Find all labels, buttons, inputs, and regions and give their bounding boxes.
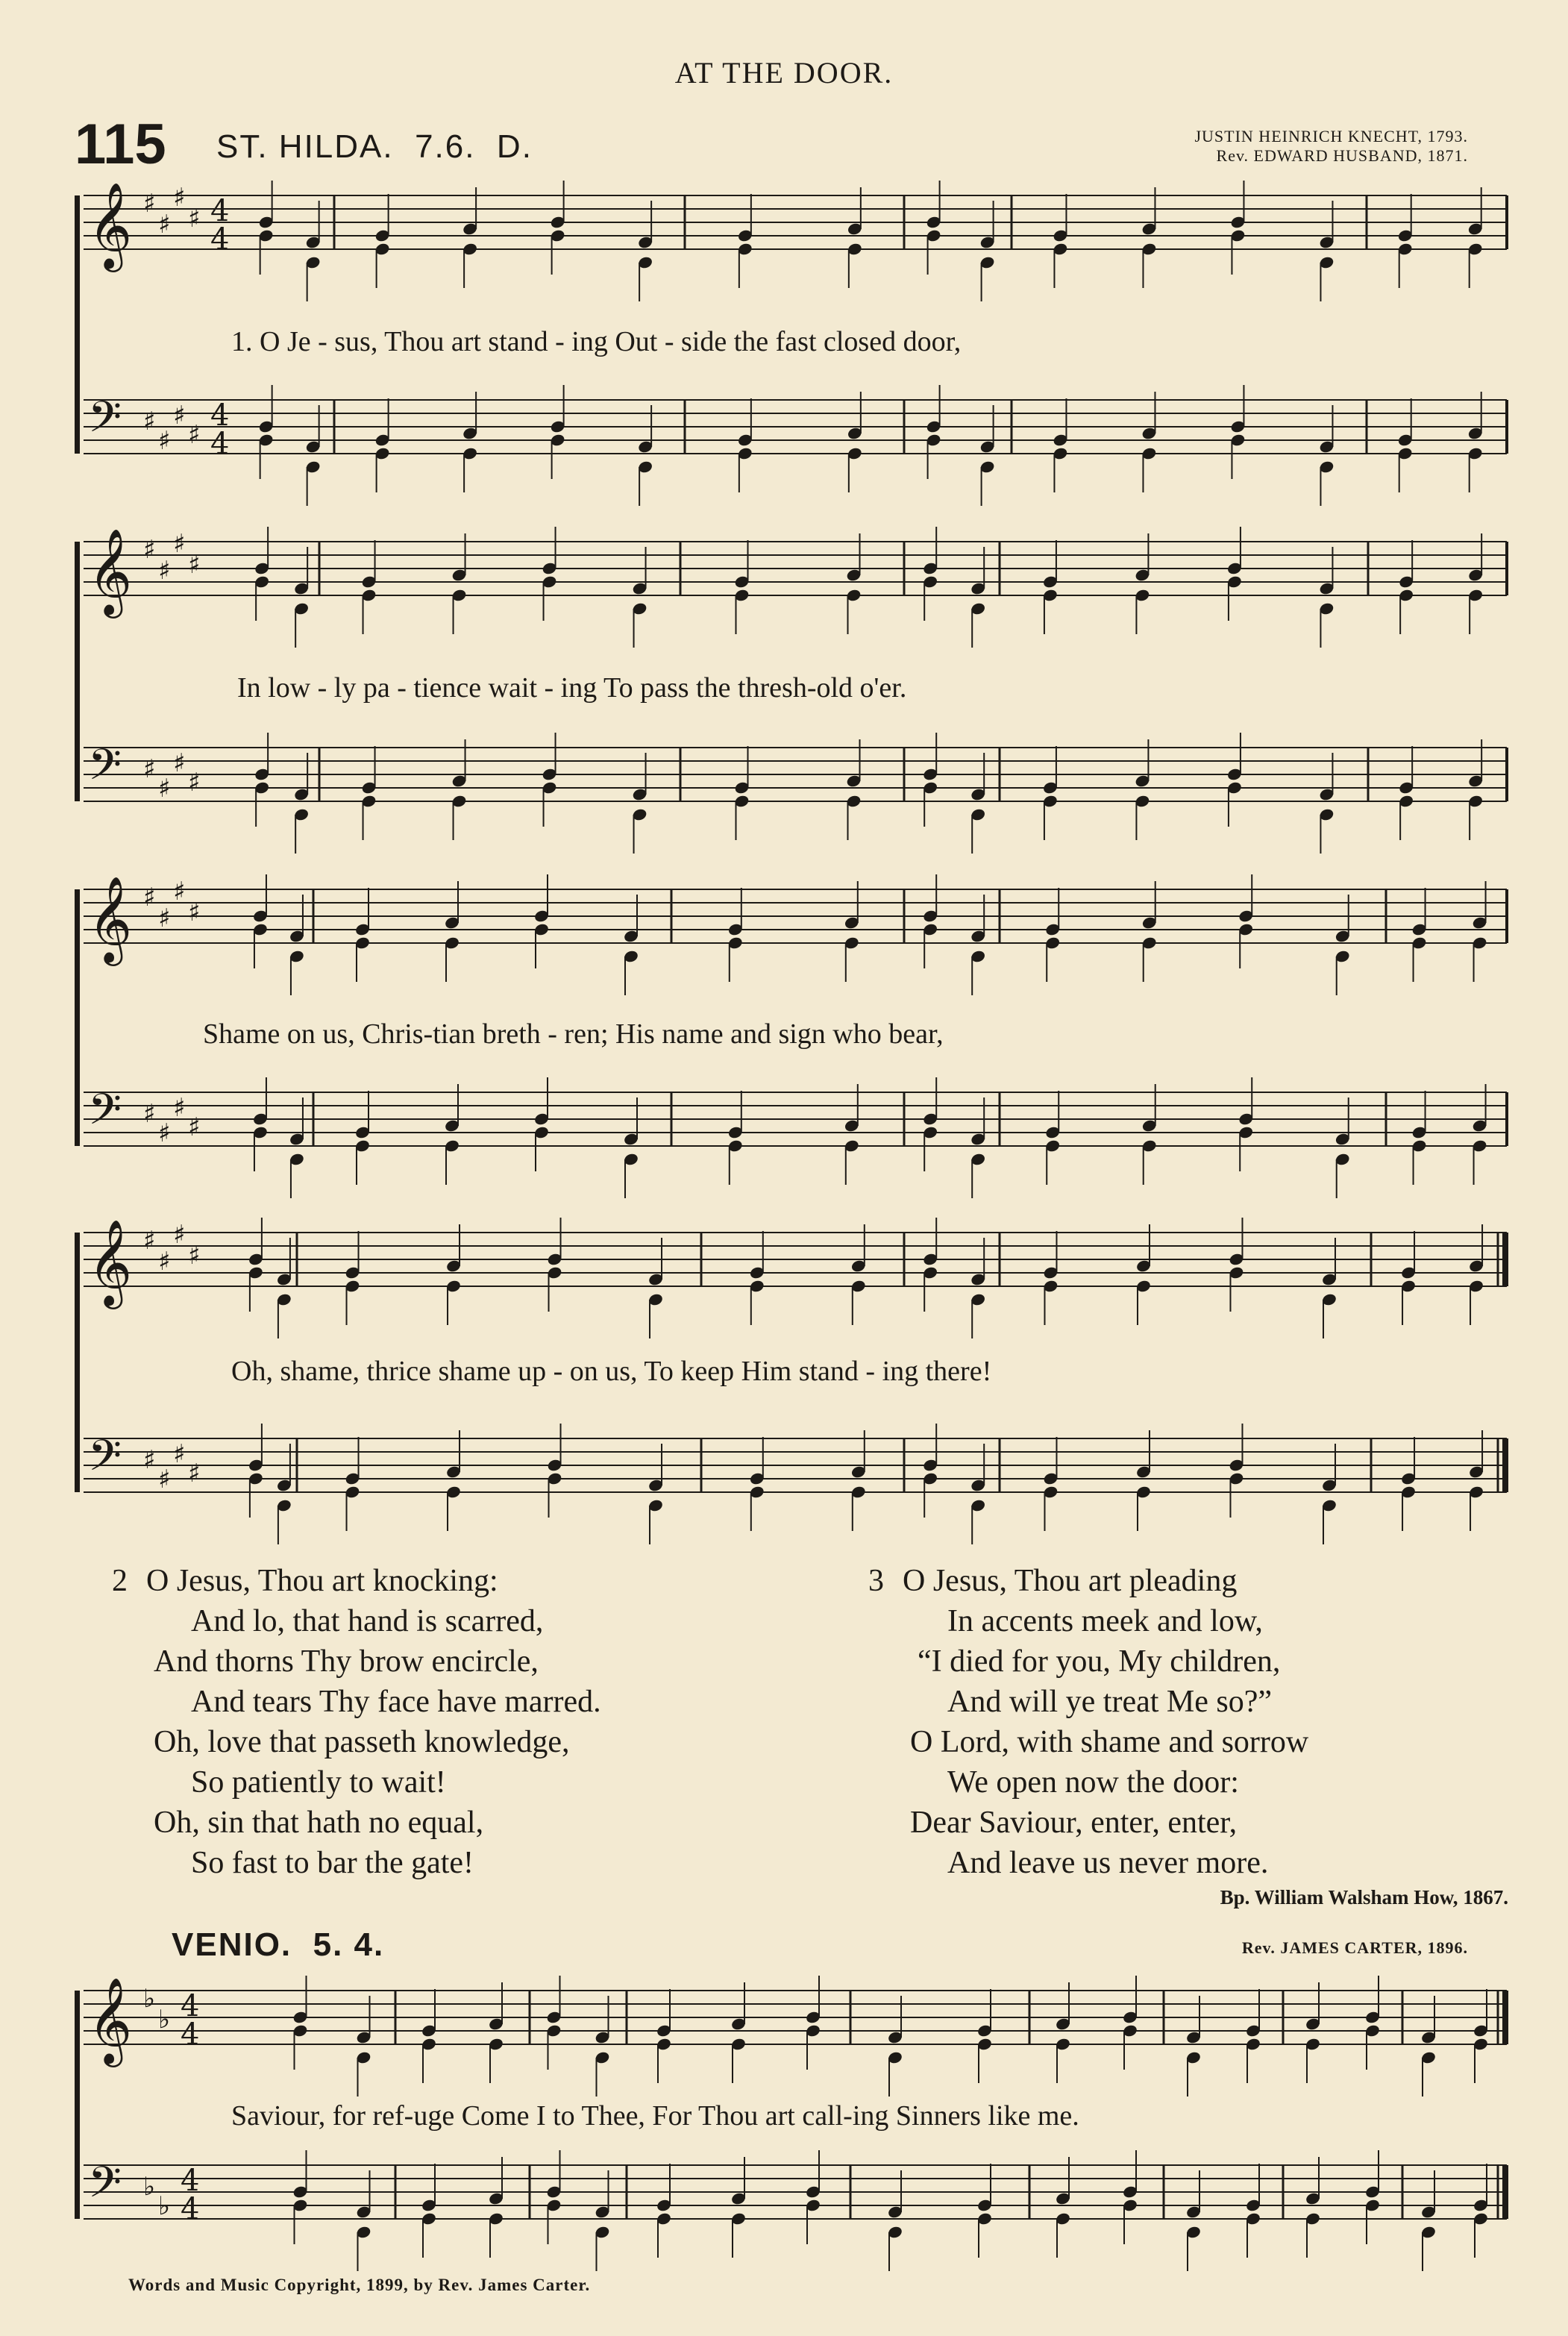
venio-title: VENIO.	[172, 1926, 292, 1963]
treble-clef: 𝄞	[88, 1976, 133, 2064]
sharp-sign: ♯	[158, 426, 171, 456]
system-brace	[75, 542, 80, 801]
running-head: AT THE DOOR.	[674, 56, 894, 90]
final-bar	[1502, 1233, 1508, 1286]
treble-clef: 𝄞	[88, 181, 133, 269]
system-brace	[75, 1991, 80, 2219]
verse-line: And thorns Thy brow encircle,	[154, 1644, 539, 1679]
sharp-sign: ♯	[143, 1099, 156, 1129]
venio-composer: Rev. JAMES CARTER, 1896.	[1241, 1938, 1468, 1957]
treble-clef: 𝄞	[88, 875, 133, 962]
sharp-sign: ♯	[143, 535, 156, 565]
sharp-sign: ♯	[143, 754, 156, 784]
sharp-sign: ♯	[158, 210, 171, 239]
time-denominator: 4	[210, 222, 230, 257]
lyric-line-1: 1. O Je - sus, Thou art stand - ing Out - side the fast closed door,	[231, 326, 962, 357]
tune-meter: 7.6.	[415, 128, 476, 165]
sharp-sign: ♯	[188, 1459, 201, 1488]
lyric-line-4: Oh, shame, thrice shame up - on us, To keep Him stand - ing there!	[231, 1356, 992, 1387]
flat-sign: ♭	[143, 2172, 156, 2202]
time-denominator: 4	[210, 427, 230, 461]
sharp-sign: ♯	[158, 1247, 171, 1277]
composer-credit: JUSTIN HEINRICH KNECHT, 1793.	[1194, 127, 1468, 145]
verse-line	[868, 1561, 1308, 1601]
tune-name: ST. HILDA.	[216, 128, 394, 165]
verse-line: “I died for you, My children,	[918, 1644, 1281, 1679]
system-brace	[75, 1233, 80, 1492]
sharp-sign: ♯	[173, 1093, 186, 1123]
verse-line: Oh, love that passeth knowledge,	[154, 1725, 570, 1759]
time-denominator: 4	[181, 2192, 200, 2226]
verse-line	[112, 1561, 601, 1601]
text-author: Bp. William Walsham How, 1867.	[1220, 1886, 1508, 1908]
system-brace	[75, 195, 80, 454]
sharp-sign: ♯	[158, 1118, 171, 1148]
verse-number: 2	[112, 1564, 128, 1598]
sharp-sign: ♯	[143, 1445, 156, 1475]
sharp-sign: ♯	[143, 1226, 156, 1256]
tune-meter-letter: D.	[496, 128, 533, 165]
verse-text: O Jesus, Thou art pleading	[903, 1564, 1238, 1598]
copyright-notice: Words and Music Copyright, 1899, by Rev. James Carter.	[128, 2276, 591, 2294]
sharp-sign: ♯	[158, 774, 171, 804]
venio-lyric-line: Saviour, for ref-uge Come I to Thee, For Thou art call-ing Sinners like me.	[231, 2100, 1079, 2132]
sharp-sign: ♯	[158, 556, 171, 586]
treble-clef: 𝄞	[88, 1218, 133, 1306]
sharp-sign: ♯	[188, 1112, 201, 1142]
bass-clef: 𝄢	[88, 392, 122, 453]
final-bar	[1502, 1438, 1508, 1492]
bass-clef: 𝄢	[88, 2157, 122, 2218]
verse-line: So patiently to wait!	[191, 1765, 446, 1800]
sharp-sign: ♯	[158, 1465, 171, 1494]
flat-sign: ♭	[158, 2005, 171, 2035]
bass-clef: 𝄢	[88, 1084, 122, 1145]
verse-3	[868, 1561, 1308, 1883]
time-numerator: 4	[210, 398, 230, 433]
bass-clef: 𝄢	[88, 1430, 122, 1491]
treble-clef: 𝄞	[88, 527, 133, 615]
flat-sign: ♭	[158, 2191, 171, 2221]
arranger-credit: Rev. EDWARD HUSBAND, 1871.	[1216, 146, 1468, 165]
sharp-sign: ♯	[143, 189, 156, 219]
verse-line: In accents meek and low,	[947, 1604, 1263, 1638]
lyric-line-2: In low - ly pa - tience wait - ing To pass the thresh-old o'er.	[237, 672, 907, 704]
verse-line: And leave us never more.	[947, 1846, 1269, 1880]
verse-line: O Lord, with shame and sorrow	[910, 1725, 1309, 1759]
time-denominator: 4	[181, 2017, 200, 2052]
verse-line: And will ye treat Me so?”	[947, 1685, 1273, 1719]
sharp-sign: ♯	[143, 883, 156, 912]
hymn-number: 115	[75, 113, 166, 176]
sharp-sign: ♯	[188, 898, 201, 927]
time-numerator: 4	[210, 194, 230, 228]
final-bar	[1502, 1991, 1508, 2044]
sharp-sign: ♯	[158, 904, 171, 933]
verse-line: Oh, sin that hath no equal,	[154, 1806, 484, 1840]
venio-meter: 5. 4.	[313, 1926, 385, 1963]
sharp-sign: ♯	[173, 401, 186, 430]
sharp-sign: ♯	[173, 1439, 186, 1469]
verse-2	[112, 1561, 601, 1883]
sharp-sign: ♯	[188, 204, 201, 234]
sharp-sign: ♯	[173, 877, 186, 906]
venio-heading	[172, 1926, 384, 1964]
verse-line: And tears Thy face have marred.	[191, 1685, 601, 1719]
sharp-sign: ♯	[143, 407, 156, 436]
verse-line: We open now the door:	[947, 1765, 1239, 1800]
flat-sign: ♭	[143, 1984, 156, 2014]
sharp-sign: ♯	[188, 1241, 201, 1271]
sharp-sign: ♯	[173, 748, 186, 778]
system-brace	[75, 889, 80, 1146]
lyric-line-3: Shame on us, Chris-tian breth - ren; His name and sign who bear,	[203, 1018, 944, 1050]
bass-clef: 𝄢	[88, 739, 122, 801]
verse-number: 3	[868, 1564, 884, 1598]
sharp-sign: ♯	[188, 550, 201, 580]
sharp-sign: ♯	[173, 1220, 186, 1250]
time-numerator: 4	[181, 1989, 200, 2023]
verse-line: And lo, that hand is scarred,	[191, 1604, 544, 1638]
verse-text: O Jesus, Thou art knocking:	[146, 1564, 498, 1598]
verse-line: Dear Saviour, enter, enter,	[910, 1806, 1238, 1840]
verse-line: So fast to bar the gate!	[191, 1846, 474, 1880]
sharp-sign: ♯	[188, 768, 201, 798]
sharp-sign: ♯	[188, 420, 201, 450]
sharp-sign: ♯	[173, 183, 186, 213]
sharp-sign: ♯	[173, 529, 186, 559]
time-numerator: 4	[181, 2164, 200, 2198]
final-bar	[1502, 2165, 1508, 2219]
